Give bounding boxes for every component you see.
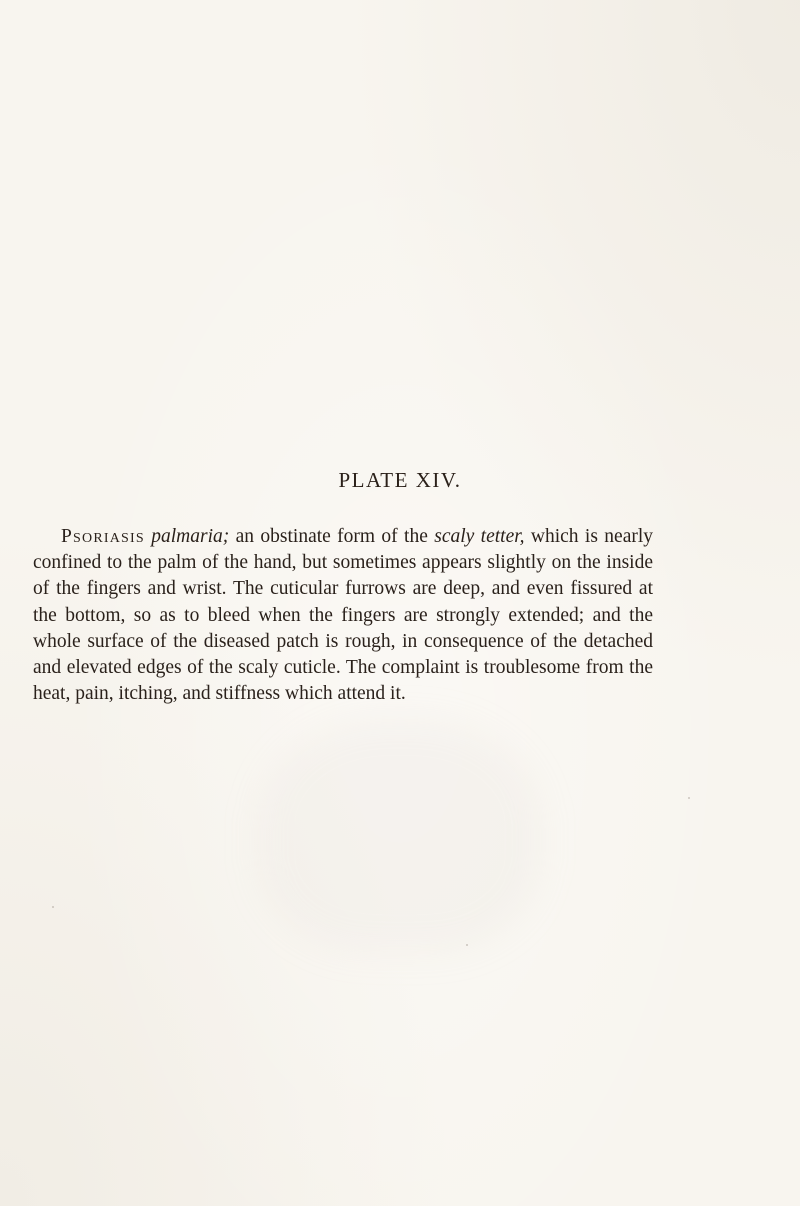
common-name: scaly tetter,	[434, 526, 525, 547]
description-paragraph	[33, 524, 653, 707]
paragraph-text-segment-2: which is nearly confined to the palm of the hand, but sometimes appears slightly on the inside of the fingers and wrist. The cuticular furrows are deep, and even fissured at the bottom, so as to bleed when the fingers are strongly extended; and the whole surface of the diseased patch is rough, in consequence of the detached and elevated edges of the scaly cuticle. The complaint is troublesome from the heat, pain, itching, and stiffness which attend it.	[33, 526, 654, 705]
paper-speck	[688, 797, 690, 799]
disease-variety: palmaria;	[151, 526, 230, 547]
plate-heading: PLATE XIV.	[338, 468, 462, 492]
paper-speck	[52, 906, 54, 908]
paper-speck	[466, 944, 468, 946]
show-through-shadow	[260, 720, 540, 950]
paragraph-text-segment-1: an obstinate form of the	[229, 526, 435, 547]
disease-name: Psoriasis	[61, 526, 145, 547]
